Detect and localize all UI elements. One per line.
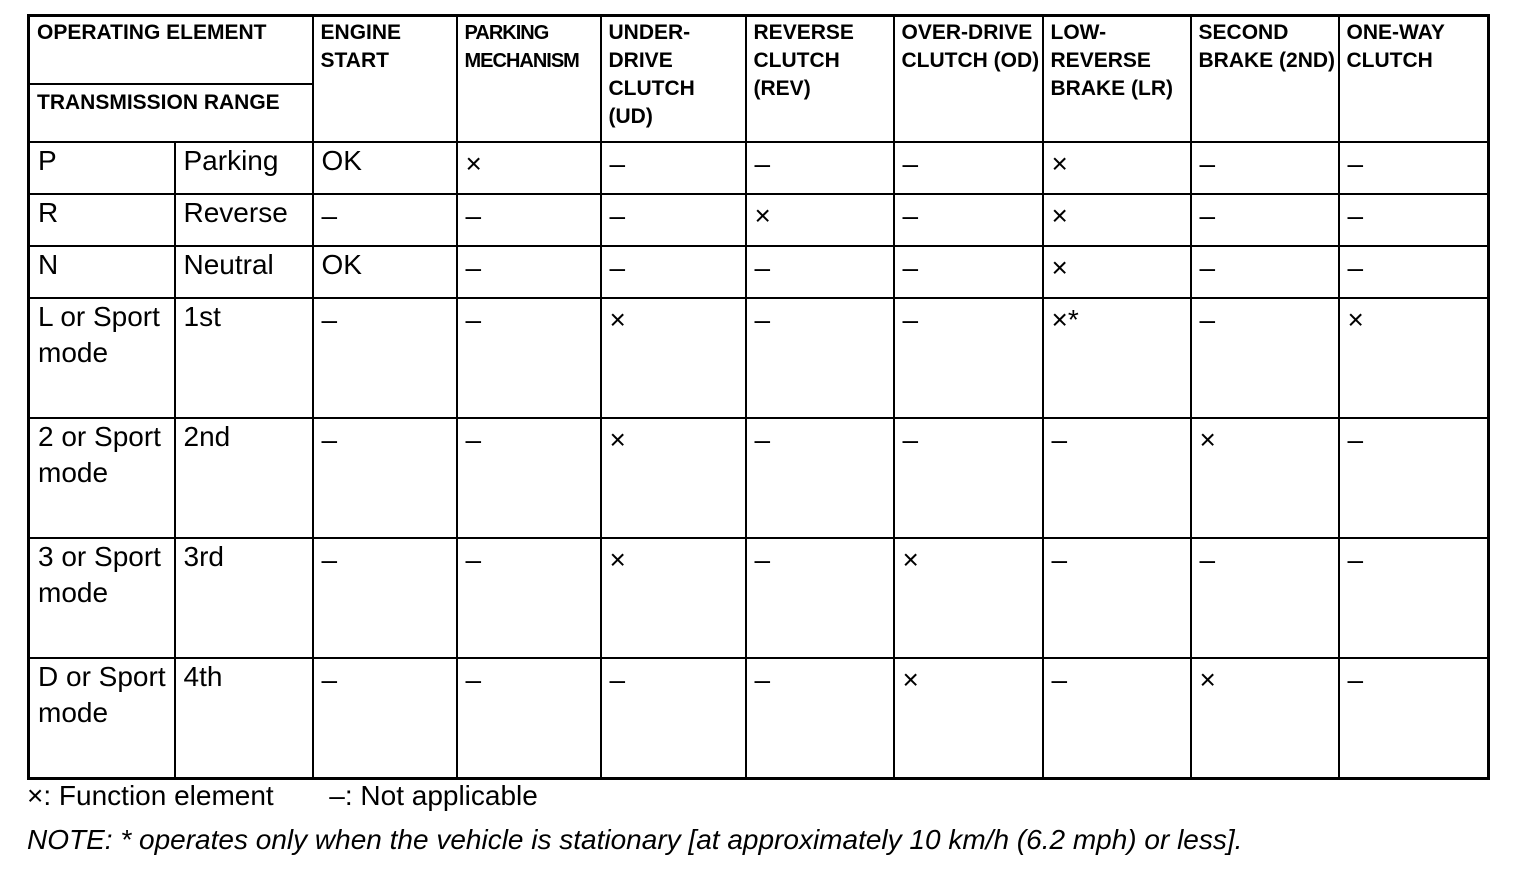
range-cell: P [29, 142, 175, 194]
low-reverse-brake-cell: – [1043, 418, 1191, 538]
legend-not-applicable: –: Not applicable [329, 780, 538, 811]
overdrive-clutch-cell: – [894, 142, 1043, 194]
engine-start-cell: – [313, 298, 457, 418]
header-operating-element: OPERATING ELEMENT [29, 16, 313, 85]
header-reverse-clutch: REVERSE CLUTCH (REV) [746, 16, 894, 143]
overdrive-clutch-cell: – [894, 298, 1043, 418]
table-row [29, 194, 1489, 246]
header-overdrive-clutch: OVER-DRIVE CLUTCH (OD) [894, 16, 1043, 143]
parking-mechanism-cell: – [457, 246, 601, 298]
reverse-clutch-cell: – [746, 658, 894, 779]
second-brake-cell: – [1191, 298, 1339, 418]
underdrive-clutch-cell: – [601, 142, 746, 194]
gear-cell: Reverse [175, 194, 313, 246]
engine-start-cell: – [313, 658, 457, 779]
gear-cell: Neutral [175, 246, 313, 298]
underdrive-clutch-cell: × [601, 538, 746, 658]
second-brake-cell: × [1191, 658, 1339, 779]
reverse-clutch-cell: – [746, 418, 894, 538]
overdrive-clutch-cell: × [894, 538, 1043, 658]
underdrive-clutch-cell: × [601, 298, 746, 418]
header-low-reverse-brake: LOW-REVERSE BRAKE (LR) [1043, 16, 1191, 143]
one-way-clutch-cell: – [1339, 246, 1489, 298]
overdrive-clutch-cell: × [894, 658, 1043, 779]
underdrive-clutch-cell: – [601, 194, 746, 246]
gear-cell: 3rd [175, 538, 313, 658]
overdrive-clutch-cell: – [894, 194, 1043, 246]
header-second-brake: SECOND BRAKE (2ND) [1191, 16, 1339, 143]
reverse-clutch-cell: – [746, 298, 894, 418]
range-cell: R [29, 194, 175, 246]
parking-mechanism-cell: – [457, 298, 601, 418]
low-reverse-brake-cell: ×* [1043, 298, 1191, 418]
table-row [29, 246, 1489, 298]
low-reverse-brake-cell: × [1043, 142, 1191, 194]
parking-mechanism-cell: – [457, 194, 601, 246]
reverse-clutch-cell: × [746, 194, 894, 246]
reverse-clutch-cell: – [746, 538, 894, 658]
engine-start-cell: – [313, 194, 457, 246]
engine-start-cell: OK [313, 142, 457, 194]
one-way-clutch-cell: – [1339, 142, 1489, 194]
header-parking-mechanism: PARKING MECHANISM [457, 16, 601, 143]
one-way-clutch-cell: – [1339, 194, 1489, 246]
one-way-clutch-cell: – [1339, 538, 1489, 658]
low-reverse-brake-cell: × [1043, 194, 1191, 246]
gear-cell: 2nd [175, 418, 313, 538]
engine-start-cell: OK [313, 246, 457, 298]
range-cell: N [29, 246, 175, 298]
parking-mechanism-cell: – [457, 418, 601, 538]
engine-start-cell: – [313, 418, 457, 538]
low-reverse-brake-cell: × [1043, 246, 1191, 298]
footnote: NOTE: * operates only when the vehicle is stationary [at approximately 10 km/h (6.2 mph) or less]. [27, 824, 1243, 855]
second-brake-cell: – [1191, 538, 1339, 658]
reverse-clutch-cell: – [746, 246, 894, 298]
table-row [29, 538, 1489, 658]
legend-function-element: ×: Function element [27, 780, 274, 811]
header-underdrive-clutch: UNDER-DRIVE CLUTCH (UD) [601, 16, 746, 143]
header-one-way-clutch: ONE-WAY CLUTCH [1339, 16, 1489, 143]
underdrive-clutch-cell: × [601, 418, 746, 538]
low-reverse-brake-cell: – [1043, 538, 1191, 658]
table-row [29, 418, 1489, 538]
header-transmission-range: TRANSMISSION RANGE [29, 84, 313, 142]
second-brake-cell: × [1191, 418, 1339, 538]
parking-mechanism-cell: – [457, 538, 601, 658]
range-cell: 2 or Sport mode [29, 418, 175, 538]
one-way-clutch-cell: – [1339, 418, 1489, 538]
legend [27, 780, 538, 812]
second-brake-cell: – [1191, 246, 1339, 298]
reverse-clutch-cell: – [746, 142, 894, 194]
gear-cell: 4th [175, 658, 313, 779]
one-way-clutch-cell: – [1339, 658, 1489, 779]
gear-cell: Parking [175, 142, 313, 194]
underdrive-clutch-cell: – [601, 658, 746, 779]
overdrive-clutch-cell: – [894, 418, 1043, 538]
engine-start-cell: – [313, 538, 457, 658]
table-row [29, 298, 1489, 418]
second-brake-cell: – [1191, 194, 1339, 246]
range-cell: 3 or Sport mode [29, 538, 175, 658]
overdrive-clutch-cell: – [894, 246, 1043, 298]
table-row [29, 658, 1489, 779]
table-row [29, 142, 1489, 194]
range-cell: D or Sport mode [29, 658, 175, 779]
one-way-clutch-cell: × [1339, 298, 1489, 418]
parking-mechanism-cell: – [457, 658, 601, 779]
underdrive-clutch-cell: – [601, 246, 746, 298]
operating-element-table [27, 14, 1490, 780]
range-cell: L or Sport mode [29, 298, 175, 418]
parking-mechanism-cell: × [457, 142, 601, 194]
header-engine-start: ENGINE START [313, 16, 457, 143]
second-brake-cell: – [1191, 142, 1339, 194]
gear-cell: 1st [175, 298, 313, 418]
low-reverse-brake-cell: – [1043, 658, 1191, 779]
